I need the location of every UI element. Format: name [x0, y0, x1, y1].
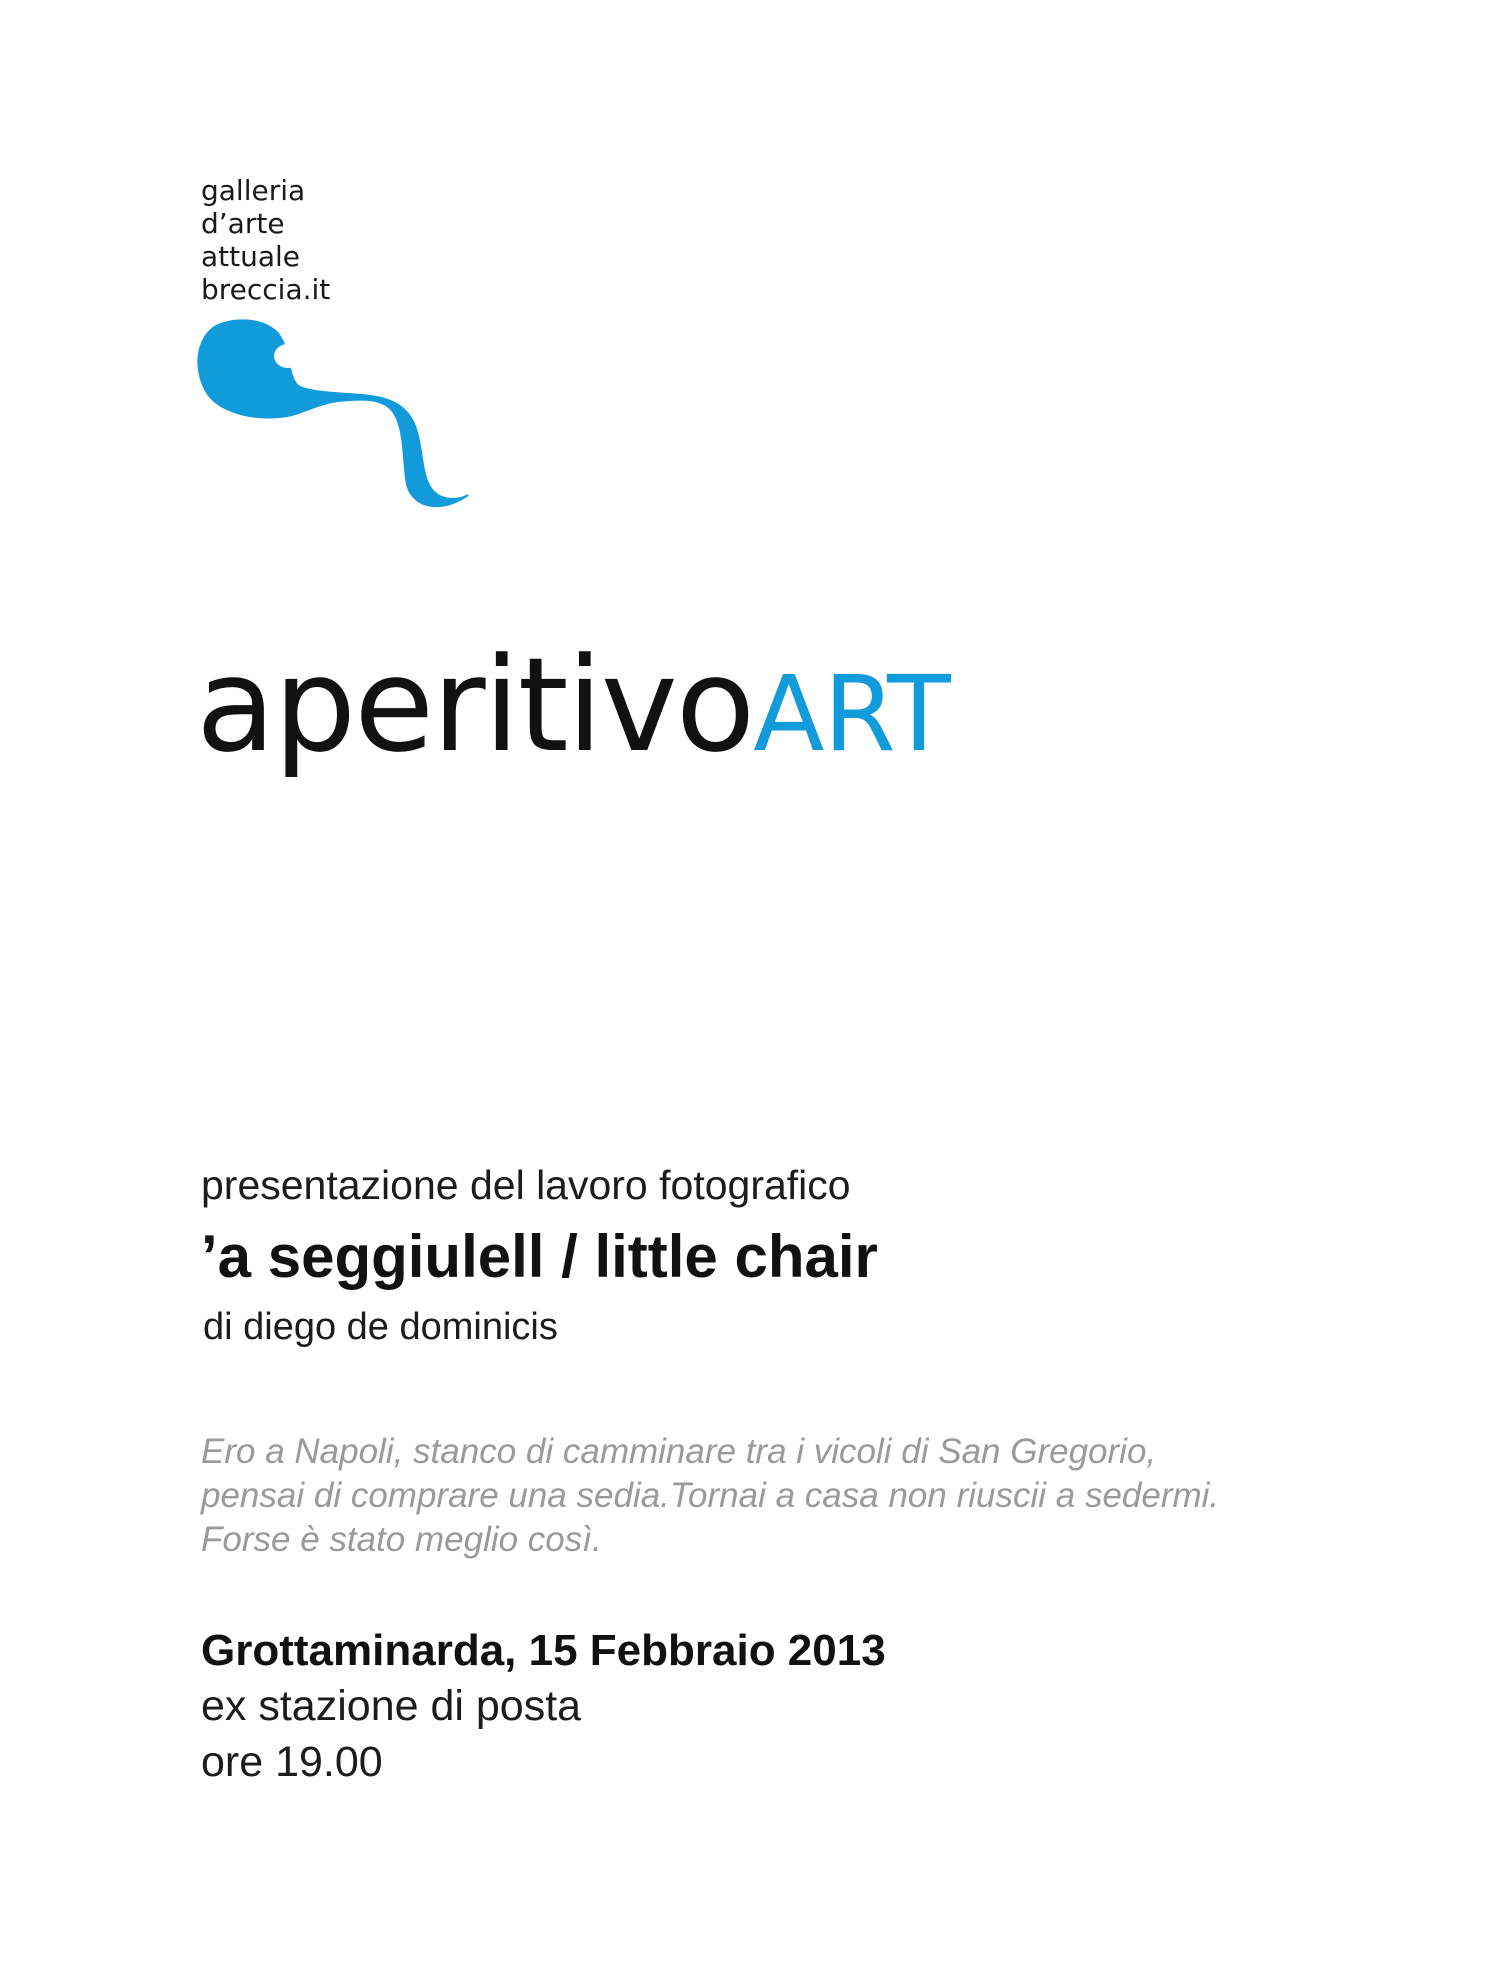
logo-eye [274, 344, 302, 368]
quote-line: Forse è stato meglio così. [201, 1520, 602, 1559]
event-title-main: aperitivo [196, 629, 754, 781]
presentation-intro: presentazione del lavoro fotografico [201, 1162, 851, 1208]
blue-tadpole-icon [196, 318, 472, 510]
gallery-name-line: galleria [201, 174, 306, 207]
gallery-name [201, 174, 501, 306]
author-line: di diego de dominicis [203, 1306, 558, 1348]
event-title [196, 629, 950, 781]
quote-block [201, 1430, 1401, 1562]
event-time: ore 19.00 [201, 1738, 383, 1786]
venue: ex stazione di posta [201, 1682, 582, 1730]
gallery-name-line: breccia.it [201, 273, 331, 306]
event-title-accent: ART [753, 653, 950, 775]
gallery-name-line: attuale [201, 240, 301, 273]
quote-line: Ero a Napoli, stanco di camminare tra i vicoli di San Gregorio, [201, 1432, 1157, 1471]
gallery-name-line: d’arte [201, 207, 285, 240]
quote-line: pensai di comprare una sedia.Tornai a casa non riuscii a sedermi. [201, 1476, 1220, 1515]
place-date: Grottaminarda, 15 Febbraio 2013 [201, 1626, 886, 1675]
work-title: ’a seggiulell / little chair [201, 1223, 878, 1290]
logo-tadpole-body [197, 319, 468, 507]
